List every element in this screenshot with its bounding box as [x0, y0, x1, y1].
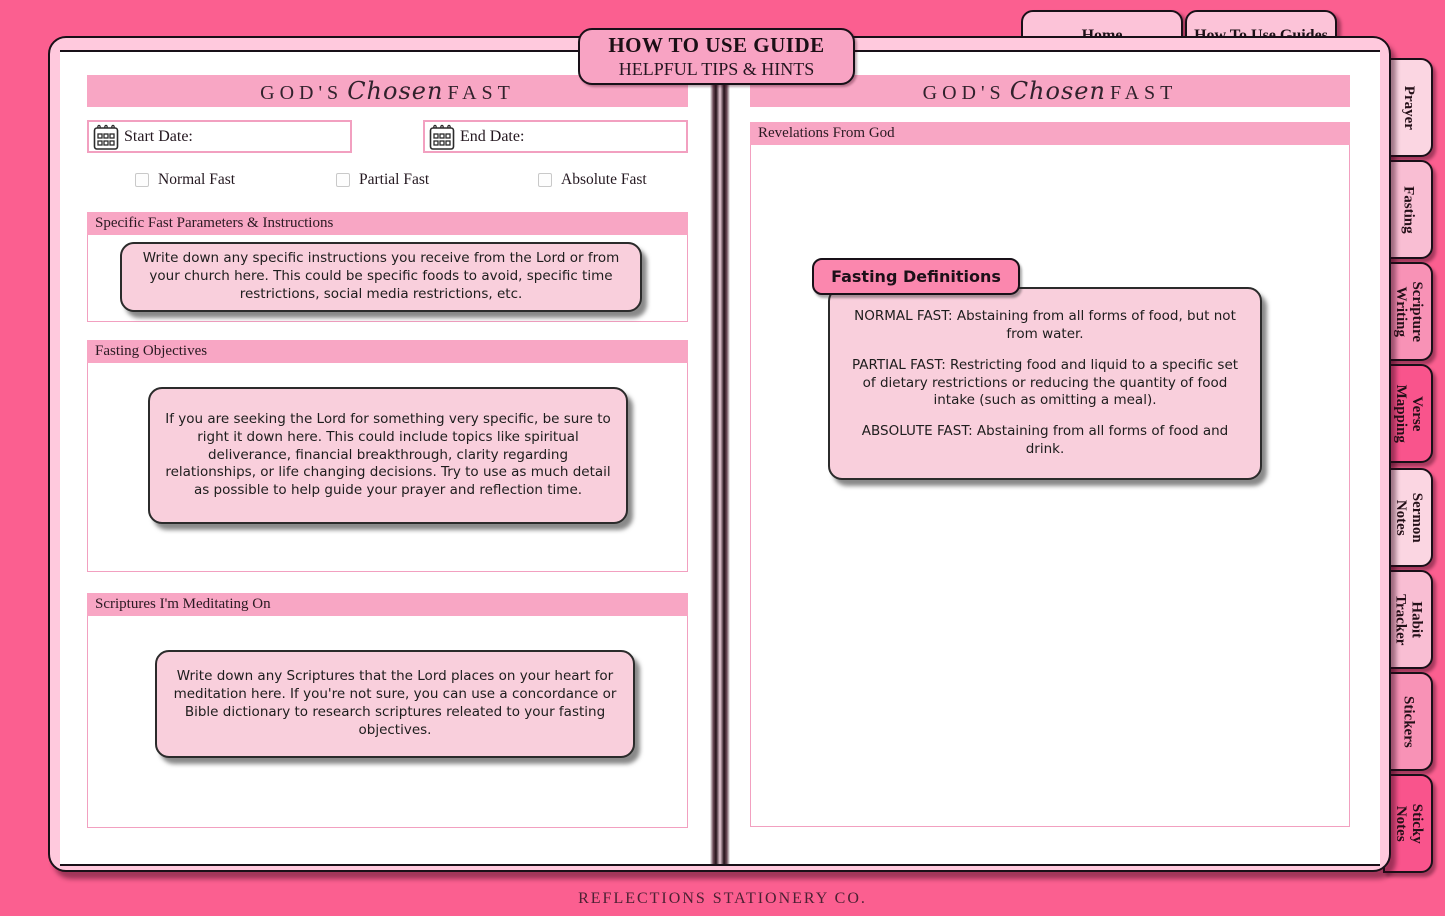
side-tab-sticky-notes-label: Sticky Notes [1393, 803, 1425, 844]
end-date-label: End Date: [460, 127, 525, 145]
brand-pre: GOD'S [260, 82, 344, 104]
scriptures-note [155, 650, 635, 758]
side-tab-habit-tracker-label: Habit Tracker [1393, 593, 1425, 646]
partial-fast-label: Partial Fast [359, 171, 430, 188]
absolute-fast-checkbox[interactable] [538, 173, 552, 187]
section-fast-parameters-header: Specific Fast Parameters & Instructions [87, 212, 688, 235]
footer-brand-text: REFLECTIONS STATIONERY CO. [578, 890, 867, 907]
planner-book [48, 36, 1391, 872]
brand-script: Chosen [347, 77, 444, 105]
side-tab-verse-mapping-label: Verse Mapping [1393, 384, 1425, 443]
partial-fast-checkbox[interactable] [336, 173, 350, 187]
section-scriptures-meditating-header: Scriptures I'm Meditating On [87, 593, 688, 616]
end-date-field[interactable] [423, 120, 688, 153]
guide-ribbon-subtitle: HELPFUL TIPS & HINTS [618, 59, 815, 79]
absolute-fast-option [538, 171, 647, 189]
right-page [730, 52, 1380, 864]
page-spread [60, 50, 1380, 866]
fast-parameters-note-text: Write down any specific instructions you receive from the Lord or from your church here. This could be specific foods to avoid, specific time restrictions, social media restrictions, etc. [142, 250, 620, 302]
calendar-icon [92, 122, 120, 152]
brand-script: Chosen [1009, 77, 1106, 105]
fasting-objectives-note [148, 387, 628, 524]
side-tab-stickers-label: Stickers [1400, 695, 1417, 748]
fasting-definitions-tab-label: Fasting Definitions [831, 267, 1001, 286]
fast-type-options [60, 171, 710, 191]
normal-fast-label: Normal Fast [158, 171, 236, 188]
normal-fast-definition: NORMAL FAST: Abstaining from all forms of food, but not from water. [854, 307, 1236, 342]
guide-ribbon-title: HOW TO USE GUIDE [608, 33, 825, 57]
side-tab-fasting-label: Fasting [1400, 185, 1417, 234]
fasting-definitions-tab[interactable] [812, 258, 1020, 295]
brand-post: FAST [447, 82, 515, 104]
brand-title [260, 77, 515, 105]
scriptures-note-text: Write down any Scriptures that the Lord places on your heart for meditation here. If you're not sure, you can use a concordance or Bible dictionary to research scriptures releated to your fasting objectives. [173, 668, 617, 738]
fasting-objectives-note-text: If you are seeking the Lord for something very specific, be sure to right it down here. This could include topics like spiritual deliverance, financial breakthrough, clarity regarding relationships, or life changing decisions. Try to use as much detail as possible to help guide your prayer and reflection time. [165, 410, 611, 499]
side-tab-sermon-notes-label: Sermon Notes [1393, 492, 1425, 543]
start-date-field[interactable] [87, 120, 352, 153]
left-page [60, 52, 710, 864]
brand-post: FAST [1109, 82, 1178, 104]
brand-pre: GOD'S [922, 82, 1006, 104]
brand-title [923, 77, 1178, 105]
absolute-fast-label: Absolute Fast [561, 171, 647, 188]
fasting-definitions-note [828, 287, 1262, 480]
section-revelations-header: Revelations From God [750, 122, 1350, 145]
partial-fast-option [336, 171, 429, 189]
side-tab-prayer-label: Prayer [1400, 85, 1417, 130]
section-revelations-body[interactable] [750, 145, 1350, 827]
normal-fast-option [135, 171, 235, 189]
normal-fast-checkbox[interactable] [135, 173, 149, 187]
start-date-label: Start Date: [124, 127, 193, 145]
guide-ribbon [578, 28, 855, 85]
section-fasting-objectives-header: Fasting Objectives [87, 340, 688, 363]
absolute-fast-definition: ABSOLUTE FAST: Abstaining from all forms of food and drink. [861, 423, 1229, 458]
book-binding [710, 52, 730, 864]
partial-fast-definition: PARTIAL FAST: Restricting food and liquid to a specific set of dietary restrictions or reducing the quantity of food intake (such as omitting a meal). [851, 356, 1239, 409]
side-tab-scripture-writing-label: Scripture Writing [1393, 281, 1425, 342]
fast-parameters-note [120, 242, 642, 312]
calendar-icon [428, 122, 456, 152]
